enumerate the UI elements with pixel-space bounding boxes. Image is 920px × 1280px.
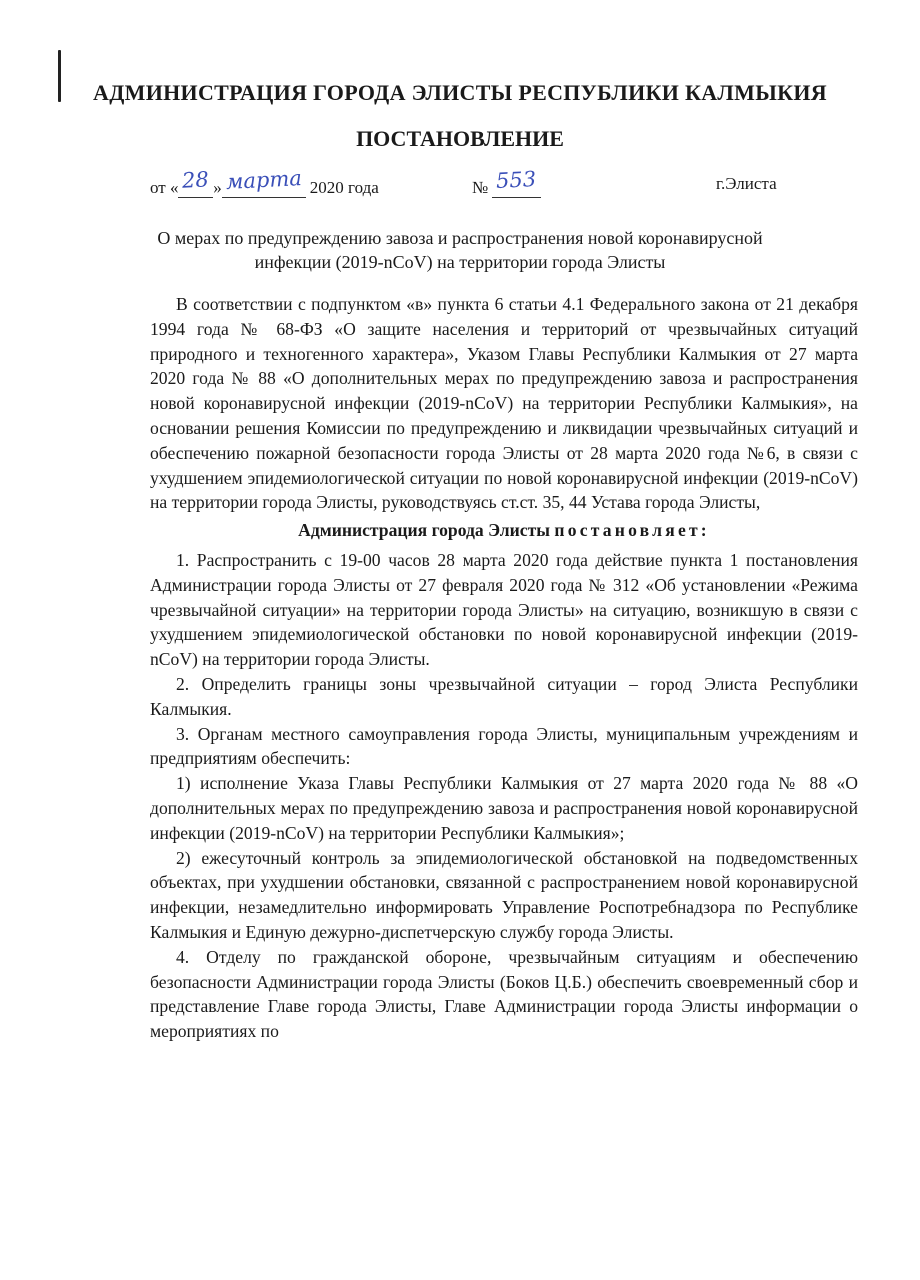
document-city: г.Элиста	[716, 174, 777, 193]
item-3: 3. Органам местного самоуправления города Элисты, муниципальным учреждениям и предприятиям обеспечить:	[150, 723, 858, 769]
document-type: ПОСТАНОВЛЕНИЕ	[356, 126, 564, 151]
handwritten-number: 553	[495, 166, 538, 194]
document-date: от « 28 » марта 2020 года	[150, 166, 379, 197]
organization-title: АДМИНИСТРАЦИЯ ГОРОДА ЭЛИСТЫ РЕСПУБЛИКИ КАЛМЫКИЯ	[93, 80, 827, 105]
decree-statement: Администрация города Элисты постановляет:	[298, 520, 710, 541]
document-body	[150, 292, 858, 1044]
document-meta	[150, 166, 830, 202]
item-1: 1. Распространить с 19-00 часов 28 марта 2020 года действие пункта 1 постановления Администрации города Элисты от 27 февраля 2020 года № 312 «Об установлении «Режима чрезвычайной ситуации» на территории города Элисты» на ситуацию, возникшую в связи с ухудшением эпидемиологической обстановки по новой коронавирусной инфекции (2019-nCoV) на территории города Элисты.	[150, 549, 858, 670]
handwritten-month: марта	[225, 166, 303, 194]
item-3-1: 1) исполнение Указа Главы Республики Калмыкия от 27 марта 2020 года № 88 «О дополнительных мерах по предупреждению завоза и распространения новой коронавирусной инфекции (2019-nCoV) на территории Республики Калмыкия»;	[150, 773, 858, 843]
preamble-paragraph: В соответствии с подпунктом «в» пункта 6 статьи 4.1 Федерального закона от 21 декабря 1994 года № 68-ФЗ «О защите населения и территорий от чрезвычайных ситуаций природного и техногенного характера», Указом Главы Республики Калмыкия от 27 марта 2020 года № 88 «О дополнительных мерах по предупреждению завоза и распространения новой коронавирусной инфекции (2019-nCoV) на территории Республики Калмыкия», на основании решения Комиссии по предупреждению и ликвидации чрезвычайных ситуаций и обеспечению пожарной безопасности города Элисты от 28 марта 2020 года №6, в связи с ухудшением эпидемиологической ситуации по новой коронавирусной инфекции (2019-nCoV) на территории города Элисты, руководствуясь ст.ст. 35, 44 Устава города Элисты,	[150, 294, 858, 513]
item-3-2: 2) ежесуточный контроль за эпидемиологической обстановкой на подведомственных объектах, при ухудшении обстановки, связанной с распространением новой коронавирусной инфекции, незамедлительно информировать Управление Роспотребнадзора по Республике Калмыкия и Единую дежурно-диспетчерскую службу города Элисты.	[150, 847, 858, 942]
handwritten-day: 28	[181, 167, 210, 193]
item-4: 4. Отделу по гражданской обороне, чрезвычайным ситуациям и обеспечению безопасности Администрации города Элисты (Боков Ц.Б.) обеспечить своевременный сбор и представление Главе города Элисты, Главе Администрации города Элисты информации о мероприятиях по	[150, 946, 858, 1042]
item-2: 2. Определить границы зоны чрезвычайной ситуации – город Элиста Республики Калмыкия.	[150, 673, 858, 719]
document-number: № 553	[472, 174, 541, 198]
document-heading: О мерах по предупреждению завоза и распространения новой коронавирусной инфекции (2019-nCoV) на территории города Элисты	[157, 228, 763, 272]
decree-word: постановляет:	[554, 520, 710, 541]
